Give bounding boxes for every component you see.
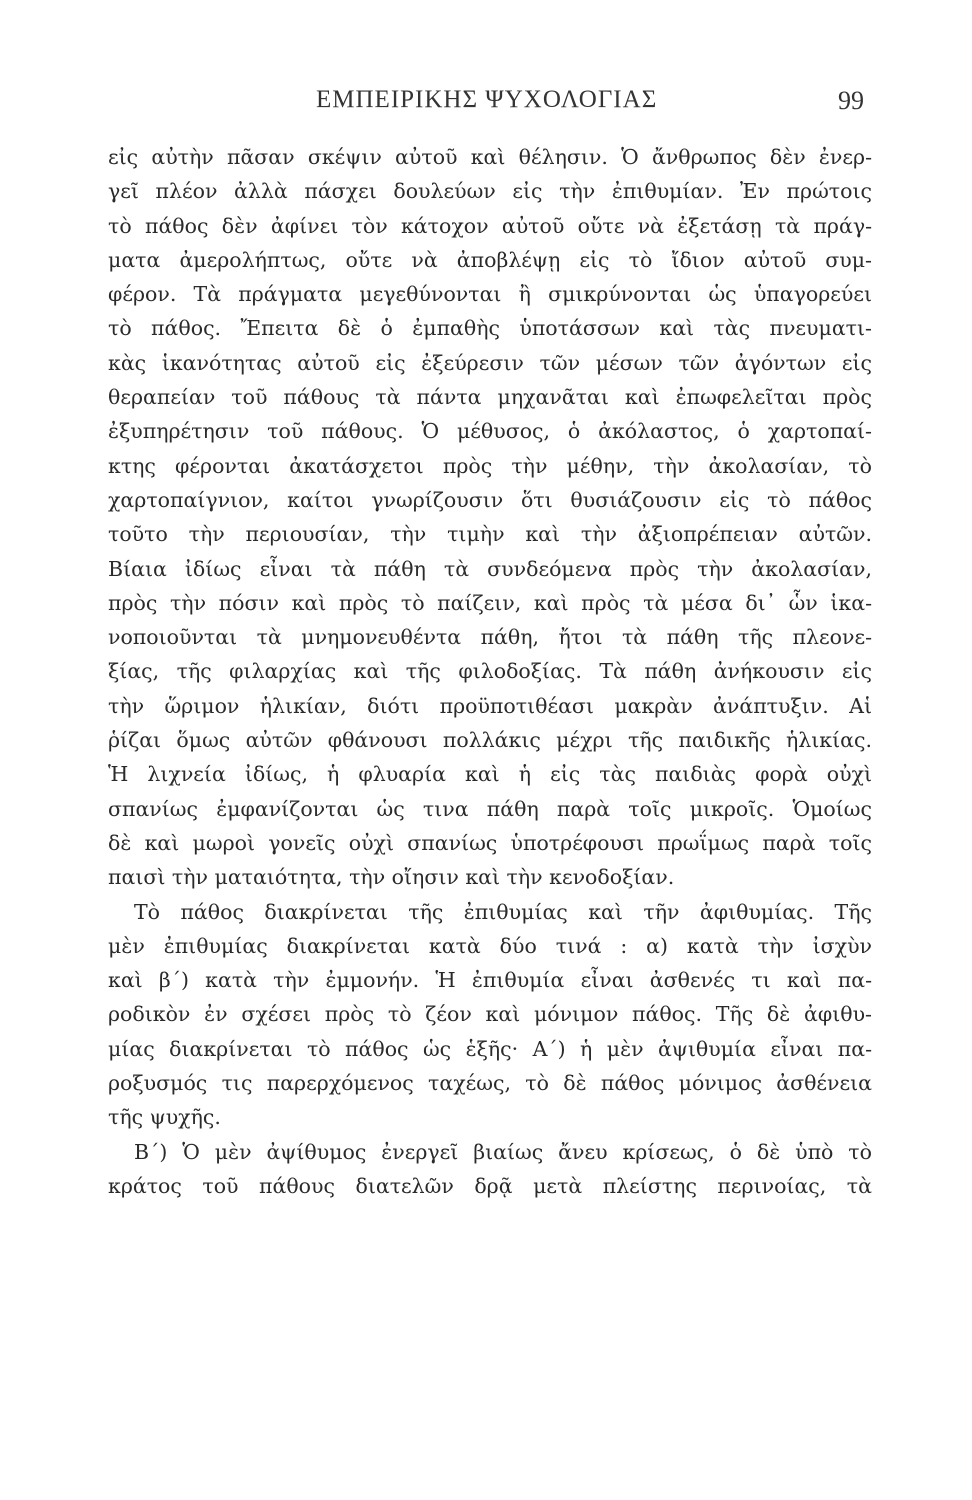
text-line: ῥίζαι ὅμως αὐτῶν φθάνουσι πολλάκις μέχρι τῆς παιδικῆς ἡλικίας. (108, 728, 872, 753)
text-line: κτης φέρονται ἀκατάσχετοι πρὸς τὴν μέθην, τὴν ἀκολασίαν, τὸ (108, 453, 872, 478)
text-line: γεῖ πλέον ἀλλὰ πάσχει δουλεύων εἰς τὴν ἐπιθυμίαν. Ἐν πρώτοις (108, 179, 872, 204)
running-title: ΕΜΠΕΙΡΙΚΗΣ ΨΥΧΟΛΟΓΙΑΣ (316, 86, 658, 113)
text-line: τὸ πάθος δὲν ἀφίνει τὸν κάτοχον αὐτοῦ οὔτε νὰ ἐξετάσῃ τὰ πράγ- (108, 213, 872, 238)
text-line: ξίας, τῆς φιλαρχίας καὶ τῆς φιλοδοξίας. Τὰ πάθη ἀνήκουσιν εἰς (108, 659, 872, 684)
text-line: μίας διακρίνεται τὸ πάθος ὡς ἑξῆς· Α΄) ἡ μὲν ἀψιθυμία εἶναι πα- (108, 1036, 872, 1061)
text-line: δὲ καὶ μωροὶ γονεῖς οὐχὶ σπανίως ὑποτρέφουσι πρωΐμως παρὰ τοῖς (108, 830, 872, 855)
text-line: παισὶ τὴν ματαιότητα, τὴν οἴησιν καὶ τὴν κενοδοξίαν. (108, 865, 675, 890)
text-line: ροδικὸν ἐν σχέσει πρὸς τὸ ζέον καὶ μόνιμον πάθος. Τῆς δὲ ἀφιθυ- (108, 1002, 872, 1027)
text-line: Β΄) Ὁ μὲν ἀψίθυμος ἐνεργεῖ βιαίως ἄνευ κρίσεως, ὁ δὲ ὑπὸ τὸ (134, 1139, 872, 1164)
text-line: τὴν ὥριμον ἡλικίαν, διότι προϋποτιθέασι μακρὰν ἀνάπτυξιν. Αἱ (108, 693, 872, 718)
text-line: Βίαια ἰδίως εἶναι τὰ πάθη τὰ συνδεόμενα πρὸς τὴν ἀκολασίαν, (108, 556, 872, 581)
text-line: τὸ πάθος. Ἔπειτα δὲ ὁ ἐμπαθὴς ὑποτάσσων καὶ τὰς πνευματι- (108, 316, 872, 341)
text-line: κράτος τοῦ πάθους διατελῶν δρᾷ μετὰ πλείστης περινοίας, τὰ (108, 1173, 872, 1198)
text-line: εἰς αὐτὴν πᾶσαν σκέψιν αὐτοῦ καὶ θέλησιν. Ὁ ἄνθρωπος δὲν ἐνερ- (108, 145, 872, 169)
page-number: 99 (838, 86, 864, 115)
text-line: σπανίως ἐμφανίζονται ὡς τινα πάθη παρὰ τοῖς μικροῖς. Ὁμοίως (108, 796, 872, 821)
text-line: κὰς ἱκανότητας αὐτοῦ εἰς ἐξεύρεσιν τῶν μέσων τῶν ἀγόντων εἰς (108, 350, 872, 375)
body-text (108, 140, 872, 1203)
text-line: καὶ β΄) κατὰ τὴν ἐμμονήν. Ἡ ἐπιθυμία εἶναι ἀσθενές τι καὶ πα- (108, 968, 872, 993)
text-line: Τὸ πάθος διακρίνεται τῆς ἐπιθυμίας καὶ τῆν ἀφιθυμίας. Τῆς (134, 899, 872, 924)
text-line: ροξυσμός τις παρερχόμενος ταχέως, τὸ δὲ πάθος μόνιμος ἀσθένεια (108, 1071, 872, 1096)
text-line: μὲν ἐπιθυμίας διακρίνεται κατὰ δύο τινά : α) κατὰ τὴν ἰσχὺν (108, 933, 872, 958)
text-line: πρὸς τὴν πόσιν καὶ πρὸς τὸ παίζειν, καὶ πρὸς τὰ μέσα δι᾽ ὧν ἱκα- (108, 590, 872, 615)
text-line: ἐξυπηρέτησιν τοῦ πάθους. Ὁ μέθυσος, ὁ ἀκόλαστος, ὁ χαρτοπαί- (108, 419, 872, 444)
text-line: Ἡ λιχνεία ἰδίως, ἡ φλυαρία καὶ ἡ εἰς τὰς παιδιὰς φορὰ οὐχὶ (108, 762, 872, 787)
text-line: νοποιοῦνται τὰ μνημονευθέντα πάθη, ἤτοι τὰ πάθη τῆς πλεονε- (108, 625, 872, 650)
text-line: θεραπείαν τοῦ πάθους τὰ πάντα μηχανᾶται καὶ ἐπωφελεῖται πρὸς (108, 385, 872, 410)
text-line: τῆς ψυχῆς. (108, 1105, 221, 1130)
text-line: ματα ἀμερολήπτως, οὔτε νὰ ἀποβλέψῃ εἰς τὸ ἴδιον αὐτοῦ συμ- (108, 247, 872, 272)
text-line: φέρον. Τὰ πράγματα μεγεθύνονται ἢ σμικρύνονται ὡς ὑπαγορεύει (108, 282, 872, 307)
text-line: τοῦτο τὴν περιουσίαν, τὴν τιμὴν καὶ τὴν ἀξιοπρέπειαν αὐτῶν. (108, 522, 872, 547)
text-line: χαρτοπαίγνιον, καίτοι γνωρίζουσιν ὅτι θυσιάζουσιν εἰς τὸ πάθος (108, 487, 872, 512)
running-header (0, 86, 972, 126)
